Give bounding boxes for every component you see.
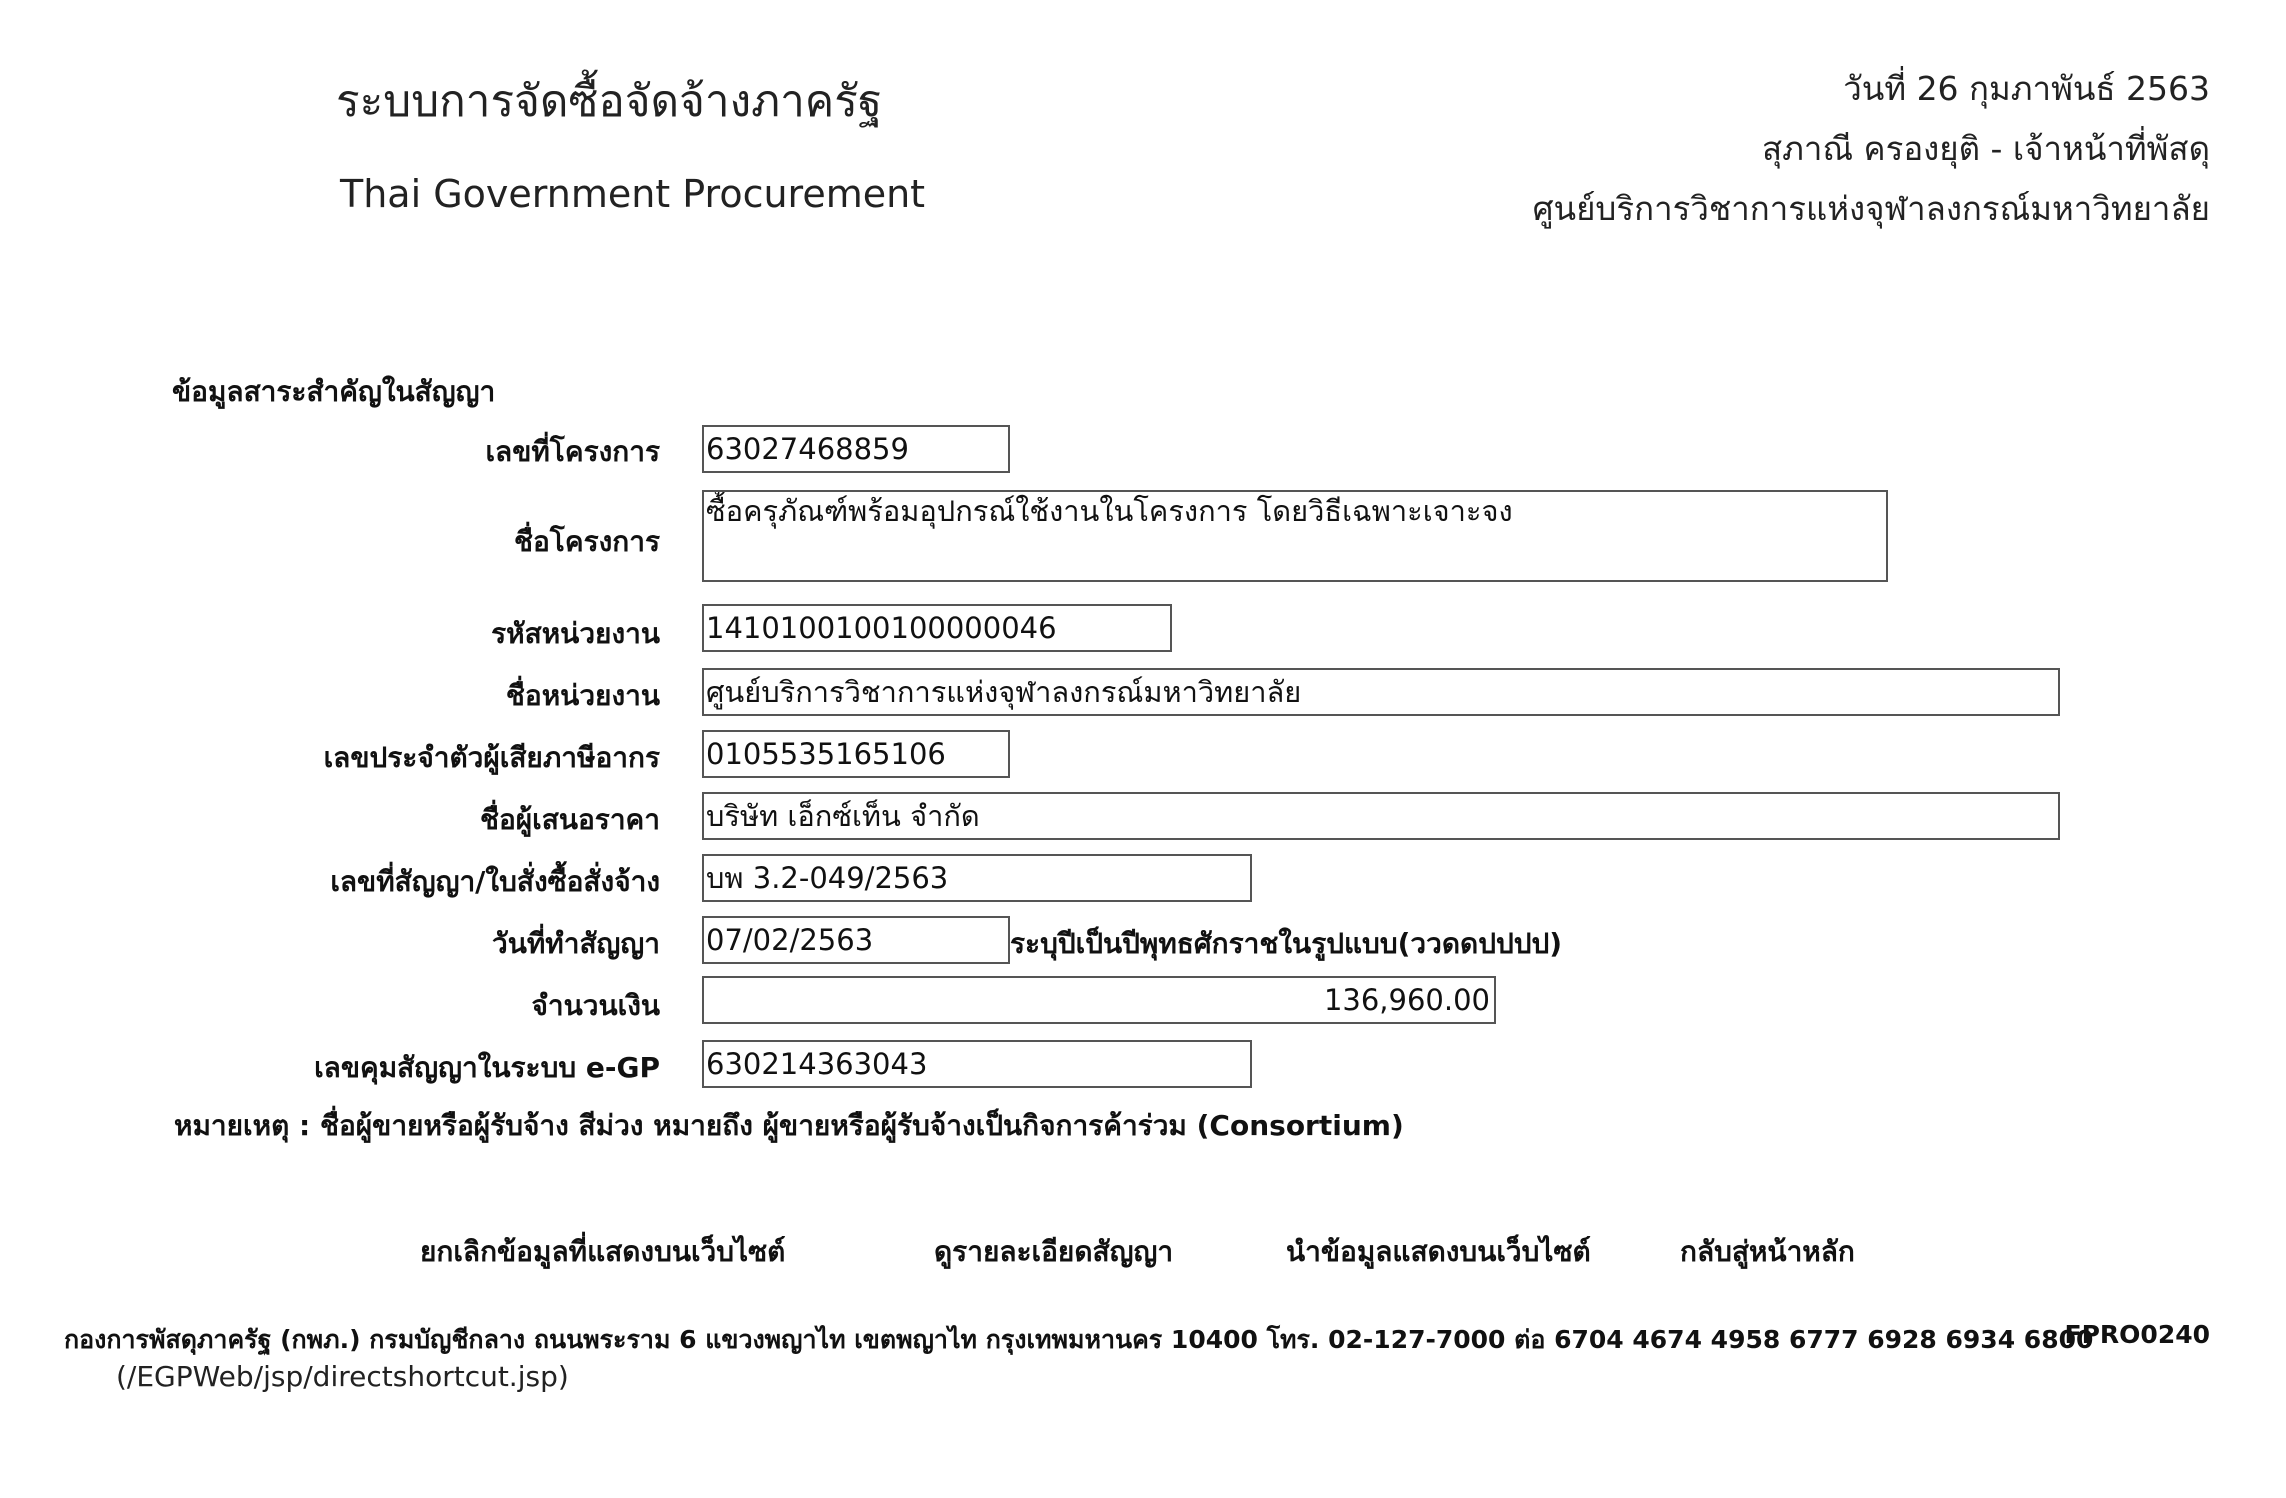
amount-field[interactable]: 136,960.00 [702,976,1496,1024]
unit-code-label: รหัสหน่วยงาน [491,617,660,650]
footer-path: (/EGPWeb/jsp/directshortcut.jsp) [116,1360,569,1393]
project-no-label: เลขที่โครงการ [485,435,660,468]
project-name-field[interactable]: ซื้อครุภัณฑ์พร้อมอุปกรณ์ใช้งานในโครงการ โดยวิธีเฉพาะเจาะจง [702,490,1888,582]
tax-id-field[interactable]: 0105535165106 [702,730,1010,778]
footer-page-code: FPRO0240 [2064,1320,2210,1349]
bidder-name-field[interactable]: บริษัท เอ็กซ์เท็น จำกัด [702,792,2060,840]
unit-name-label: ชื่อหน่วยงาน [505,679,660,712]
note-prefix: หมายเหตุ : ชื่อผู้ขายหรือผู้รับจ้าง [174,1109,569,1142]
amount-label: จำนวนเงิน [531,989,660,1022]
contract-no-label: เลขที่สัญญา/ใบสั่งซื้อสั่งจ้าง [330,865,660,898]
back-to-home-link[interactable]: กลับสู่หน้าหลัก [1680,1235,1855,1268]
unit-name-field[interactable]: ศูนย์บริการวิชาการแห่งจุฬาลงกรณ์มหาวิทยาลัย [702,668,2060,716]
note-suffix: หมายถึง ผู้ขายหรือผู้รับจ้างเป็นกิจการค้าร่วม (Consortium) [653,1109,1404,1142]
cancel-display-link[interactable]: ยกเลิกข้อมูลที่แสดงบนเว็บไซต์ [420,1235,786,1268]
project-no-field[interactable]: 63027468859 [702,425,1010,473]
unit-code-field[interactable]: 1410100100100000046 [702,604,1172,652]
publish-to-website-link[interactable]: นำข้อมูลแสดงบนเว็บไซต์ [1286,1235,1591,1268]
header-officer: สุภาณี ครองยุติ - เจ้าหน้าที่พัสดุ [1762,129,2210,168]
footer-address: กองการพัสดุภาครัฐ (กพภ.) กรมบัญชีกลาง ถนนพระราม 6 แขวงพญาไท เขตพญาไท กรุงเทพมหานคร 10400 โทร. 02-127-7000 ต่อ 6704 4674 4958 6777 6928 6934 6800 [64,1325,2094,1354]
consortium-note [174,1104,1404,1148]
contract-date-hint: ระบุปีเป็นปีพุทธศักราชในรูปแบบ(ววดดปปปป) [1010,927,1563,960]
egp-no-field[interactable]: 630214363043 [702,1040,1252,1088]
tax-id-label: เลขประจำตัวผู้เสียภาษีอากร [323,741,660,774]
project-name-label: ชื่อโครงการ [513,525,660,558]
note-highlight: สีม่วง [578,1109,644,1142]
view-contract-details-link[interactable]: ดูรายละเอียดสัญญา [934,1235,1174,1268]
contract-date-field[interactable]: 07/02/2563 [702,916,1010,964]
egp-no-label: เลขคุมสัญญาในระบบ e-GP [314,1051,660,1084]
section-heading: ข้อมูลสาระสำคัญในสัญญา [172,375,496,408]
system-title-th: ระบบการจัดซื้อจัดจ้างภาครัฐ [336,76,883,127]
header-date: วันที่ 26 กุมภาพันธ์ 2563 [1843,69,2210,108]
contract-date-label: วันที่ทำสัญญา [491,927,660,960]
header-agency: ศูนย์บริการวิชาการแห่งจุฬาลงกรณ์มหาวิทยาลัย [1532,189,2210,228]
bidder-name-label: ชื่อผู้เสนอราคา [479,803,660,836]
system-title-en: Thai Government Procurement [340,172,926,216]
contract-no-field[interactable]: บพ 3.2-049/2563 [702,854,1252,902]
